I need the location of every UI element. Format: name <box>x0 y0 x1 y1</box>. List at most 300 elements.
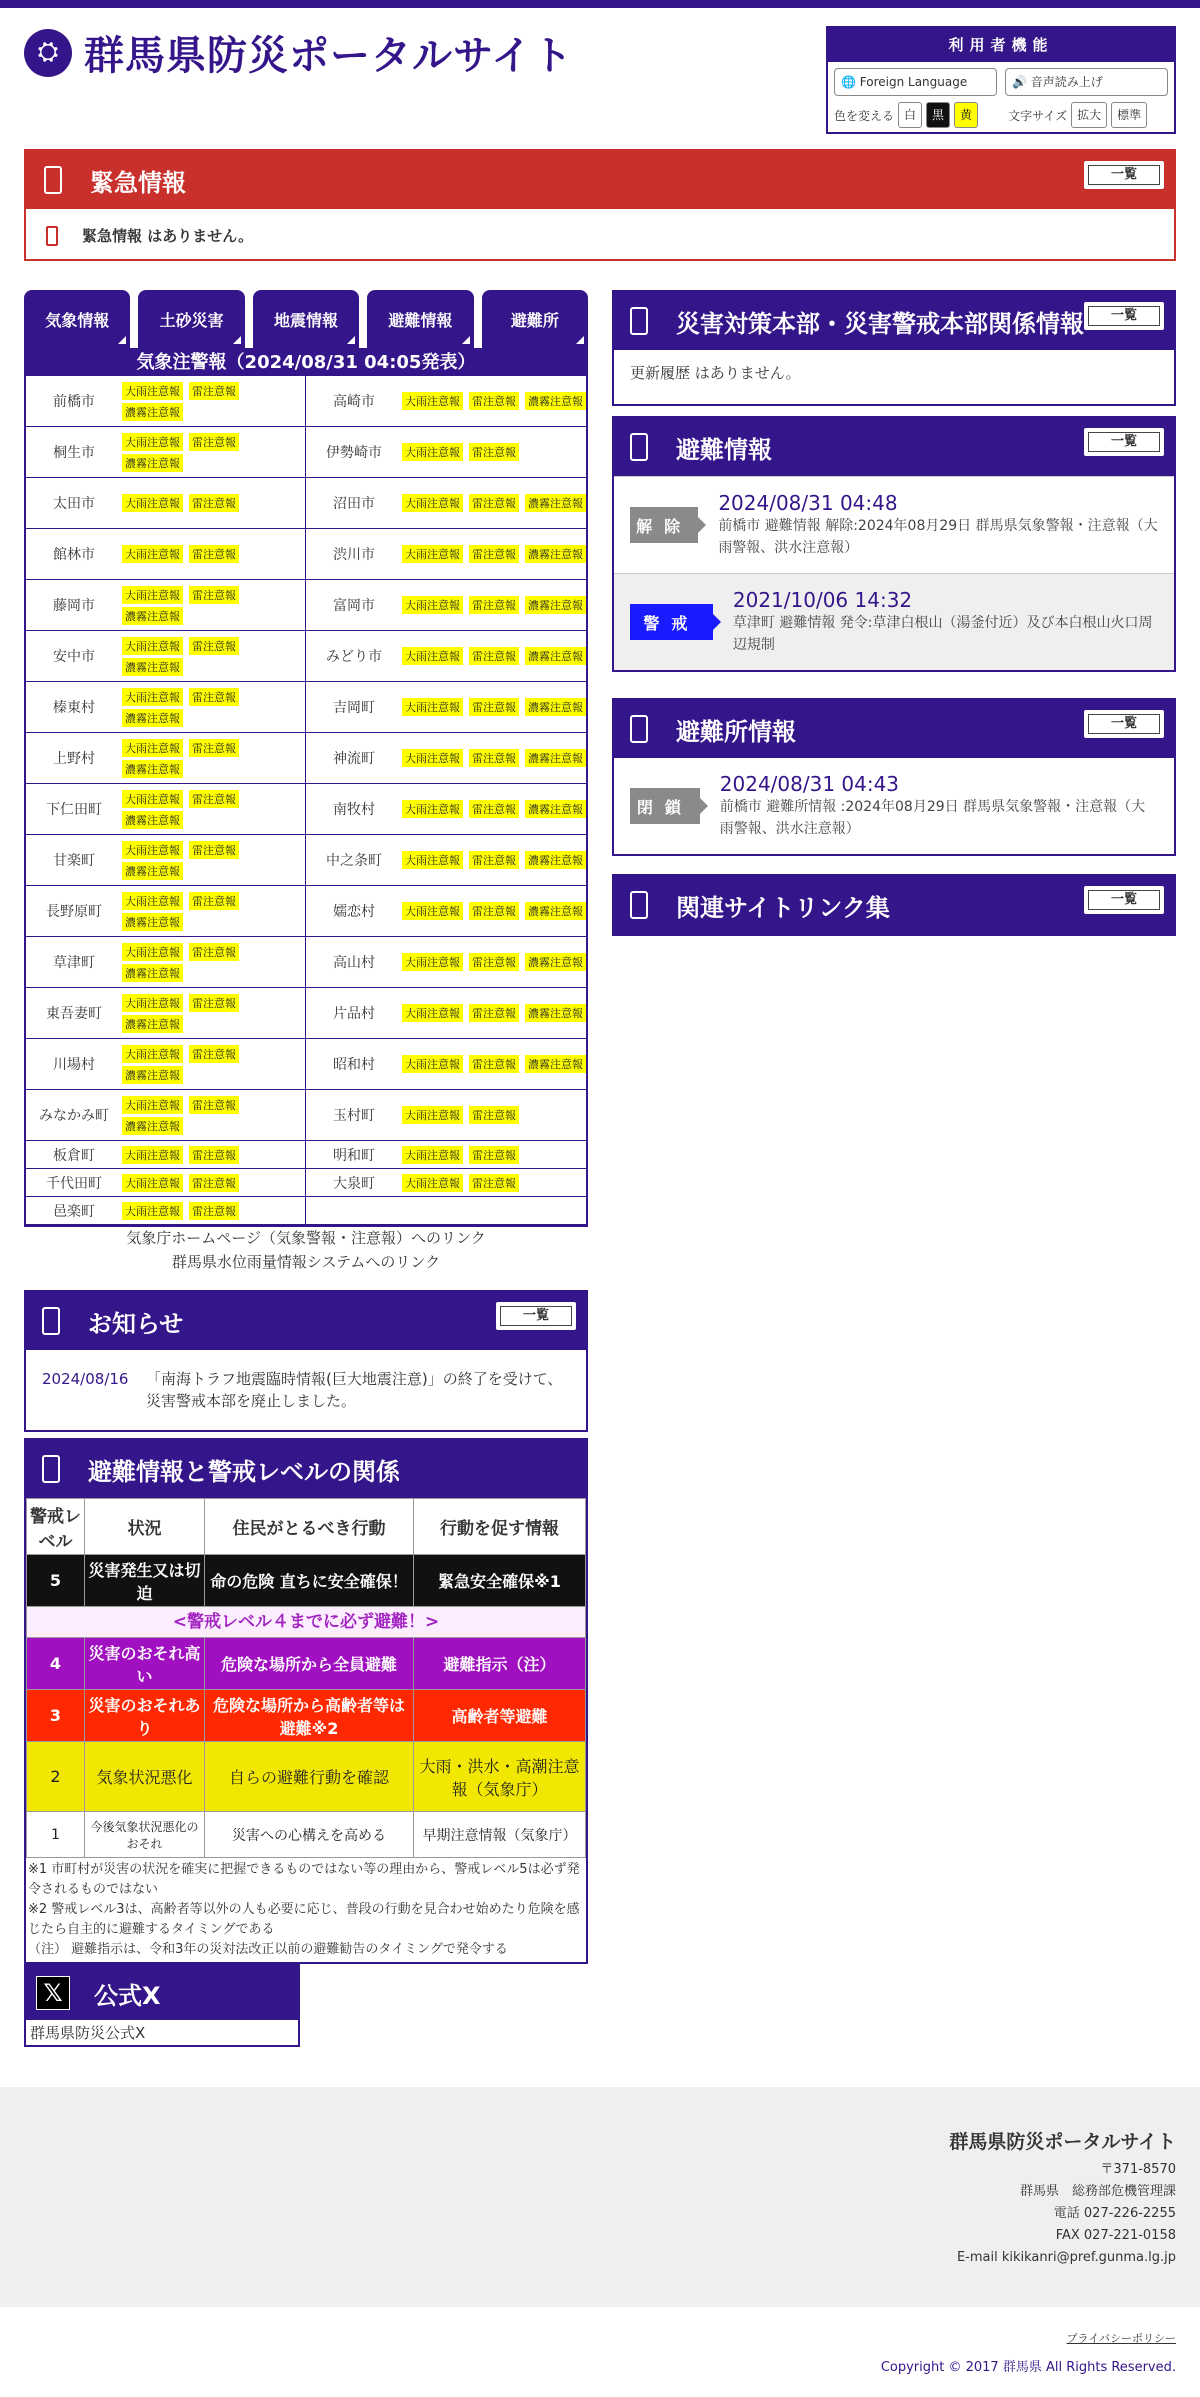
warning-tags <box>402 694 586 720</box>
x-logo-icon: 𝕏 <box>36 1976 70 2010</box>
official-x-panel <box>24 1964 300 2047</box>
info-tabs <box>24 290 588 348</box>
warning-row <box>26 784 306 835</box>
warning-row <box>26 427 306 478</box>
warning-tags <box>402 490 586 516</box>
warning-row <box>306 529 586 580</box>
foreign-language-label: Foreign Language <box>859 75 968 89</box>
event-date: 2024/08/31 04:48 <box>718 491 898 515</box>
hq-list-label: 一覧 <box>1088 306 1160 326</box>
footer-fax: FAX 027-221-0158 <box>1055 2228 1176 2243</box>
warning-row <box>26 682 306 733</box>
warning-tag: 大雨注意報 <box>402 953 463 971</box>
warning-tag: 大雨注意報 <box>402 647 463 665</box>
city-name: 千代田町 <box>46 1175 102 1192</box>
voice-read-label: 音声読み上げ <box>1030 75 1103 89</box>
city-name: 高山村 <box>333 955 375 971</box>
warning-tag: 濃霧注意報 <box>122 607 183 625</box>
warning-row <box>306 682 586 733</box>
event-desc: 草津町 避難情報 発令:草津白根山（湯釜付近）及び本白根山火口周辺規制 <box>732 615 1153 653</box>
level-1-status: 今後気象状況悪化のおそれ <box>85 1812 205 1858</box>
city-name: 嬬恋村 <box>333 904 375 920</box>
warning-row <box>26 1141 306 1169</box>
hq-title: 災害対策本部・災害警戒本部関係情報 <box>676 309 1084 338</box>
city-name: 藤岡市 <box>53 598 95 614</box>
warning-tag: 雷注意報 <box>189 892 239 910</box>
warning-tag: 雷注意報 <box>189 637 239 655</box>
city-name: 沼田市 <box>333 496 375 512</box>
privacy-link[interactable]: プライバシーポリシー <box>1066 2332 1176 2345</box>
city-name: 川場村 <box>53 1057 95 1073</box>
related-links-panel <box>612 874 1176 936</box>
tab-weather[interactable] <box>24 290 130 348</box>
warning-tag: 雷注意報 <box>469 647 519 665</box>
warning-tag: 大雨注意報 <box>402 392 463 410</box>
warning-row <box>306 835 586 886</box>
warning-tag: 濃霧注意報 <box>122 913 183 931</box>
warning-tags <box>122 582 305 629</box>
city-name: みどり市 <box>326 649 382 665</box>
warning-tag: 雷注意報 <box>189 943 239 961</box>
related-list-label: 一覧 <box>1088 890 1160 910</box>
site-title: 群馬県防災ポータルサイト <box>84 33 574 79</box>
warning-row <box>306 1090 586 1141</box>
evacuation-item[interactable] <box>614 573 1174 670</box>
river-system-link[interactable]: 群馬県水位雨量情報システムへのリンク <box>171 1253 441 1271</box>
warning-tag: 雷注意報 <box>189 688 239 706</box>
prefecture-emblem-icon: ⛭ <box>24 29 72 77</box>
evacuation-list-label: 一覧 <box>1088 432 1160 452</box>
warning-tag: 濃霧注意報 <box>122 709 183 727</box>
warning-row <box>26 631 306 682</box>
warning-tags <box>122 633 305 680</box>
notice-date: 2024/08/16 <box>42 1370 129 1388</box>
warning-tag: 大雨注意報 <box>122 494 183 512</box>
warning-tag: 濃霧注意報 <box>525 851 586 869</box>
status-badge-label: 解除 <box>636 516 693 536</box>
status-badge-label: 警戒 <box>643 613 700 633</box>
warning-tag: 濃霧注意報 <box>122 811 183 829</box>
site-logo-title[interactable] <box>24 24 573 81</box>
city-name: 高崎市 <box>333 394 375 410</box>
city-name: 南牧村 <box>333 802 375 818</box>
emergency-panel <box>24 149 1176 261</box>
font-size-label: 文字サイズ <box>1008 108 1068 123</box>
warning-tag: 濃霧注意報 <box>122 658 183 676</box>
warning-tag: 大雨注意報 <box>402 1055 463 1073</box>
warning-tag: 大雨注意報 <box>402 494 463 512</box>
warning-tag: 大雨注意報 <box>402 800 463 818</box>
evacuation-title: 避難情報 <box>676 435 772 464</box>
level-4-status: 災害のおそれ高い <box>85 1638 205 1690</box>
warning-tags <box>122 1092 305 1139</box>
external-links <box>24 1226 588 1274</box>
warning-row <box>26 529 306 580</box>
emergency-title: 緊急情報 <box>90 168 186 197</box>
warning-tags <box>402 796 586 822</box>
shelter-title: 避難所情報 <box>676 717 796 746</box>
warning-tag: 雷注意報 <box>189 841 239 859</box>
warning-tag: 雷注意報 <box>189 433 239 451</box>
warning-tag: 雷注意報 <box>469 851 519 869</box>
tab-earthquake[interactable] <box>253 290 359 348</box>
notice-panel <box>24 1290 588 1432</box>
warning-tag: 大雨注意報 <box>402 851 463 869</box>
warning-tags <box>122 786 305 833</box>
warning-tag: 雷注意報 <box>189 1174 239 1192</box>
event-desc: 前橋市 避難情報 解除:2024年08月29日 群馬県気象警報・注意報（大雨警報、洪水注意報） <box>718 518 1158 556</box>
level-2: 2 <box>27 1742 85 1812</box>
warning-tags <box>122 429 305 476</box>
warning-tag: 雷注意報 <box>469 749 519 767</box>
warning-tag: 大雨注意報 <box>122 790 183 808</box>
warning-tag: 雷注意報 <box>469 698 519 716</box>
weather-warning-table <box>24 348 588 1227</box>
voice-read-button[interactable]: 🔊 音声読み上げ <box>1005 68 1168 96</box>
warning-tag: 濃霧注意報 <box>525 902 586 920</box>
warning-tags <box>402 745 586 771</box>
level-3-action: 危険な場所から高齢者等は避難※2 <box>205 1690 414 1742</box>
level-1-info: 早期注意情報（気象庁） <box>414 1812 586 1858</box>
warning-tag: 濃霧注意報 <box>122 964 183 982</box>
status-badge <box>630 788 700 824</box>
warning-tag: 濃霧注意報 <box>525 647 586 665</box>
warning-tag: 大雨注意報 <box>402 1004 463 1022</box>
warning-tag: 濃霧注意報 <box>525 545 586 563</box>
warning-tag: 大雨注意報 <box>122 1202 183 1220</box>
city-name: 明和町 <box>333 1147 375 1164</box>
warning-tags <box>402 1000 586 1026</box>
warning-tags <box>122 990 305 1037</box>
warning-row <box>306 478 586 529</box>
warning-tags <box>402 1102 586 1128</box>
warning-tags <box>402 847 586 873</box>
warning-tag: 雷注意報 <box>189 545 239 563</box>
emergency-list-label: 一覧 <box>1088 165 1160 185</box>
notice-list-button[interactable] <box>496 1302 576 1330</box>
jma-link[interactable]: 気象庁ホームページ（気象警報・注意報）へのリンク <box>126 1229 486 1247</box>
warning-tag: 雷注意報 <box>189 1146 239 1164</box>
footer-tel: 電話 027-226-2255 <box>1053 2206 1176 2221</box>
warning-tag: 濃霧注意報 <box>525 800 586 818</box>
warning-row <box>26 937 306 988</box>
level-3-info: 高齢者等避難 <box>414 1690 586 1742</box>
warning-tag: 雷注意報 <box>189 994 239 1012</box>
warning-tag: 大雨注意報 <box>402 698 463 716</box>
tab-weather-label: 気象情報 <box>45 310 110 330</box>
warning-tag: 大雨注意報 <box>122 433 183 451</box>
city-name: 大泉町 <box>333 1175 375 1192</box>
warning-tag: 大雨注意報 <box>122 688 183 706</box>
warning-tags <box>122 378 305 425</box>
top-bar <box>0 0 1200 8</box>
warning-row <box>306 988 586 1039</box>
warning-row <box>26 1197 306 1225</box>
city-name: 草津町 <box>53 955 95 971</box>
warning-row <box>306 1039 586 1090</box>
warning-tag: 大雨注意報 <box>402 902 463 920</box>
tab-landslide[interactable] <box>138 290 244 348</box>
warning-tag: 雷注意報 <box>189 1096 239 1114</box>
warning-tag: 濃霧注意報 <box>122 454 183 472</box>
warning-row <box>26 835 306 886</box>
warning-row <box>306 1169 586 1197</box>
city-name: 昭和村 <box>333 1057 375 1073</box>
warning-tag: 濃霧注意報 <box>122 403 183 421</box>
level-3-status: 災害のおそれあり <box>85 1690 205 1742</box>
city-name: 邑楽町 <box>53 1203 95 1220</box>
warning-tag: 濃霧注意報 <box>525 1004 586 1022</box>
level-note: ※1 市町村が災害の状況を確実に把握できるものではない等の理由から、警戒レベル5は必ず発令されるものではない <box>28 1862 580 1897</box>
level-4-info: 避難指示（注） <box>414 1638 586 1690</box>
warning-tag: 雷注意報 <box>469 902 519 920</box>
hq-body: 更新履歴 はありません。 <box>630 364 801 382</box>
city-name: 吉岡町 <box>333 700 375 716</box>
evacuation-list-button[interactable] <box>1084 428 1164 456</box>
level-3: 3 <box>27 1690 85 1742</box>
city-name: 前橋市 <box>53 394 95 410</box>
color-white-button[interactable]: 白 <box>898 102 922 128</box>
shelter-panel <box>612 698 1176 856</box>
warning-tag: 雷注意報 <box>469 443 519 461</box>
alert-level-title: 避難情報と警戒レベルの関係 <box>88 1457 400 1486</box>
related-list-button[interactable] <box>1084 886 1164 914</box>
level-5-info: 緊急安全確保※1 <box>414 1555 586 1607</box>
city-name: 富岡市 <box>333 598 375 614</box>
city-name: 桐生市 <box>53 445 95 461</box>
warning-tag: 大雨注意報 <box>122 943 183 961</box>
warning-row <box>306 580 586 631</box>
warning-tag: 雷注意報 <box>469 1004 519 1022</box>
city-name: 太田市 <box>53 496 95 512</box>
related-title: 関連サイトリンク集 <box>676 893 890 922</box>
warning-tag: 雷注意報 <box>469 494 519 512</box>
color-black-button[interactable]: 黒 <box>926 102 950 128</box>
warning-tag: 濃霧注意報 <box>122 1117 183 1135</box>
warning-tag: 雷注意報 <box>189 494 239 512</box>
level-2-info: 大雨・洪水・高潮注意報（気象庁） <box>414 1742 586 1812</box>
warning-tags <box>122 1198 305 1224</box>
warning-tags <box>122 1041 305 1088</box>
alert-level-icon <box>42 1455 60 1483</box>
warning-tags <box>402 898 586 924</box>
emergency-body: 緊急情報 はありません。 <box>82 227 254 245</box>
hq-panel <box>612 290 1176 406</box>
footer-org: 群馬県 総務部危機管理課 <box>1019 2184 1176 2199</box>
warning-tag: 濃霧注意報 <box>122 1015 183 1033</box>
warning-tag: 濃霧注意報 <box>525 953 586 971</box>
shelter-list-label: 一覧 <box>1088 714 1160 734</box>
warning-row <box>26 1169 306 1197</box>
warning-tag: 濃霧注意報 <box>525 1055 586 1073</box>
warning-tags <box>402 1207 586 1215</box>
warning-tag: 大雨注意報 <box>122 994 183 1012</box>
info-icon <box>46 226 58 246</box>
warning-tags <box>122 541 305 567</box>
warning-tag: 雷注意報 <box>469 545 519 563</box>
shelter-list-button[interactable] <box>1084 710 1164 738</box>
city-name: 安中市 <box>53 649 95 665</box>
col-action: 住民がとるべき行動 <box>205 1499 414 1555</box>
tab-shelter-label: 避難所 <box>510 310 559 330</box>
warning-row <box>306 427 586 478</box>
warning-row <box>306 733 586 784</box>
warning-row <box>306 376 586 427</box>
city-name: 上野村 <box>53 751 95 767</box>
warning-tag: 大雨注意報 <box>122 1174 183 1192</box>
foreign-language-button[interactable]: 🌐 Foreign Language <box>834 68 997 96</box>
warning-row <box>26 733 306 784</box>
warning-tag: 雷注意報 <box>469 1106 519 1124</box>
warning-tag: 大雨注意報 <box>122 1045 183 1063</box>
event-date: 2024/08/31 04:43 <box>719 772 900 796</box>
level-separator: <警戒レベル４までに必ず避難！> <box>27 1607 586 1638</box>
col-level: 警戒レベル <box>27 1499 85 1555</box>
status-badge-label: 閉鎖 <box>636 797 693 817</box>
warning-row <box>26 478 306 529</box>
warning-tag: 濃霧注意報 <box>525 596 586 614</box>
city-name: 渋川市 <box>333 547 375 563</box>
shelter-item[interactable] <box>614 758 1174 854</box>
warning-tags <box>122 684 305 731</box>
warning-tag: 雷注意報 <box>189 739 239 757</box>
col-info: 行動を促す情報 <box>414 1499 586 1555</box>
level-4: 4 <box>27 1638 85 1690</box>
warning-tags <box>122 939 305 986</box>
city-name: 玉村町 <box>333 1108 375 1124</box>
event-desc: 前橋市 避難所情報 :2024年08月29日 群馬県気象警報・注意報（大雨警報、洪水注意報） <box>719 799 1146 837</box>
color-yellow-button[interactable]: 黄 <box>954 102 978 128</box>
evacuation-item[interactable] <box>614 476 1174 573</box>
tab-evacuation-label: 避難情報 <box>388 310 453 330</box>
level-notes <box>26 1858 586 1962</box>
warning-tag: 大雨注意報 <box>122 637 183 655</box>
warning-tag: 大雨注意報 <box>402 545 463 563</box>
warning-tag: 大雨注意報 <box>402 443 463 461</box>
warning-tags <box>122 888 305 935</box>
warning-tags <box>402 1170 586 1196</box>
warning-tag: 雷注意報 <box>469 596 519 614</box>
font-standard-button[interactable]: 標準 <box>1111 102 1147 128</box>
city-name: 榛東村 <box>53 700 95 716</box>
warning-tags <box>402 541 586 567</box>
tab-shelter[interactable] <box>482 290 588 348</box>
warning-tag: 大雨注意報 <box>402 1174 463 1192</box>
warning-row <box>306 1197 586 1225</box>
level-2-status: 気象状況悪化 <box>85 1742 205 1812</box>
font-enlarge-button[interactable]: 拡大 <box>1071 102 1107 128</box>
city-name: みなかみ町 <box>39 1108 109 1124</box>
warning-tag: 雷注意報 <box>189 1202 239 1220</box>
warning-row <box>26 1039 306 1090</box>
tab-earthquake-label: 地震情報 <box>274 310 339 330</box>
warning-grid <box>26 376 586 1225</box>
evacuation-panel <box>612 416 1176 672</box>
city-name: 片品村 <box>333 1006 375 1022</box>
status-badge <box>630 604 713 640</box>
hq-list-button[interactable] <box>1084 302 1164 330</box>
warning-tag: 雷注意報 <box>469 1146 519 1164</box>
user-functions-title: 利用者機能 <box>828 28 1174 62</box>
level-5: 5 <box>27 1555 85 1607</box>
tab-evacuation[interactable] <box>367 290 473 348</box>
warning-row <box>306 937 586 988</box>
warning-tag: 大雨注意報 <box>402 1106 463 1124</box>
notice-text: 「南海トラフ地震臨時情報(巨大地震注意)」の終了を受けて、 災害警戒本部を廃止しました。 <box>146 1370 563 1410</box>
warning-row <box>306 631 586 682</box>
status-badge <box>630 507 698 543</box>
warning-tag: 雷注意報 <box>469 1055 519 1073</box>
warning-tag: 雷注意報 <box>469 1174 519 1192</box>
city-name: 甘楽町 <box>53 853 95 869</box>
city-name: 東吾妻町 <box>46 1006 102 1022</box>
hq-icon <box>630 307 648 335</box>
warning-tags <box>122 735 305 782</box>
col-status: 状況 <box>85 1499 205 1555</box>
warning-tag: 濃霧注意報 <box>122 1066 183 1084</box>
warning-tags <box>402 592 586 618</box>
level-4-action: 危険な場所から全員避難 <box>205 1638 414 1690</box>
city-name: 神流町 <box>333 751 375 767</box>
warning-tag: 雷注意報 <box>189 586 239 604</box>
warning-tag: 大雨注意報 <box>122 545 183 563</box>
warning-row <box>306 784 586 835</box>
shelter-icon <box>630 715 648 743</box>
user-functions-panel <box>826 26 1176 134</box>
evacuation-icon <box>630 433 648 461</box>
warning-tags <box>402 1142 586 1168</box>
warning-tag: 大雨注意報 <box>122 1096 183 1114</box>
footer-mail[interactable]: E-mail kikikanri@pref.gunma.lg.jp <box>956 2250 1176 2265</box>
city-name: 板倉町 <box>53 1147 95 1164</box>
warning-row <box>26 988 306 1039</box>
warning-tag: 大雨注意報 <box>402 749 463 767</box>
warning-tag: 大雨注意報 <box>122 382 183 400</box>
warning-row <box>26 1090 306 1141</box>
color-label: 色を変える <box>834 108 895 123</box>
emergency-list-button[interactable] <box>1084 161 1164 189</box>
warning-tags <box>402 388 586 414</box>
notice-title: お知らせ <box>88 1309 184 1338</box>
x-account-link[interactable]: 群馬県防災公式X <box>30 2024 146 2042</box>
warning-tags <box>402 949 586 975</box>
warning-tag: 大雨注意報 <box>122 841 183 859</box>
warning-row <box>26 376 306 427</box>
level-5-action: 命の危険 直ちに安全確保！ <box>205 1555 414 1607</box>
level-1-action: 災害への心構えを高める <box>205 1812 414 1858</box>
city-name: 下仁田町 <box>46 802 102 818</box>
warning-tag: 大雨注意報 <box>402 596 463 614</box>
level-1: 1 <box>27 1812 85 1858</box>
warning-tag: 雷注意報 <box>469 953 519 971</box>
warning-tag: 大雨注意報 <box>402 1146 463 1164</box>
warning-tag: 濃霧注意報 <box>122 760 183 778</box>
notice-item[interactable] <box>26 1350 586 1430</box>
footer-title: 群馬県防災ポータルサイト <box>949 2131 1176 2153</box>
city-name: 館林市 <box>53 547 95 563</box>
warning-tags <box>402 643 586 669</box>
warning-tag: 大雨注意報 <box>122 1146 183 1164</box>
notice-icon <box>42 1307 60 1335</box>
warning-row <box>26 580 306 631</box>
warning-tag: 濃霧注意報 <box>525 392 586 410</box>
level-2-action: 自らの避難行動を確認 <box>205 1742 414 1812</box>
city-name: 伊勢崎市 <box>326 445 382 461</box>
level-note: ※2 警戒レベル3は、高齢者等以外の人も必要に応じ、普段の行動を見合わせ始めたり危険を感じたら自主的に避難するタイミングである <box>28 1902 580 1937</box>
level-5-status: 災害発生又は切迫 <box>85 1555 205 1607</box>
warning-row <box>26 886 306 937</box>
footer <box>0 2087 1200 2307</box>
